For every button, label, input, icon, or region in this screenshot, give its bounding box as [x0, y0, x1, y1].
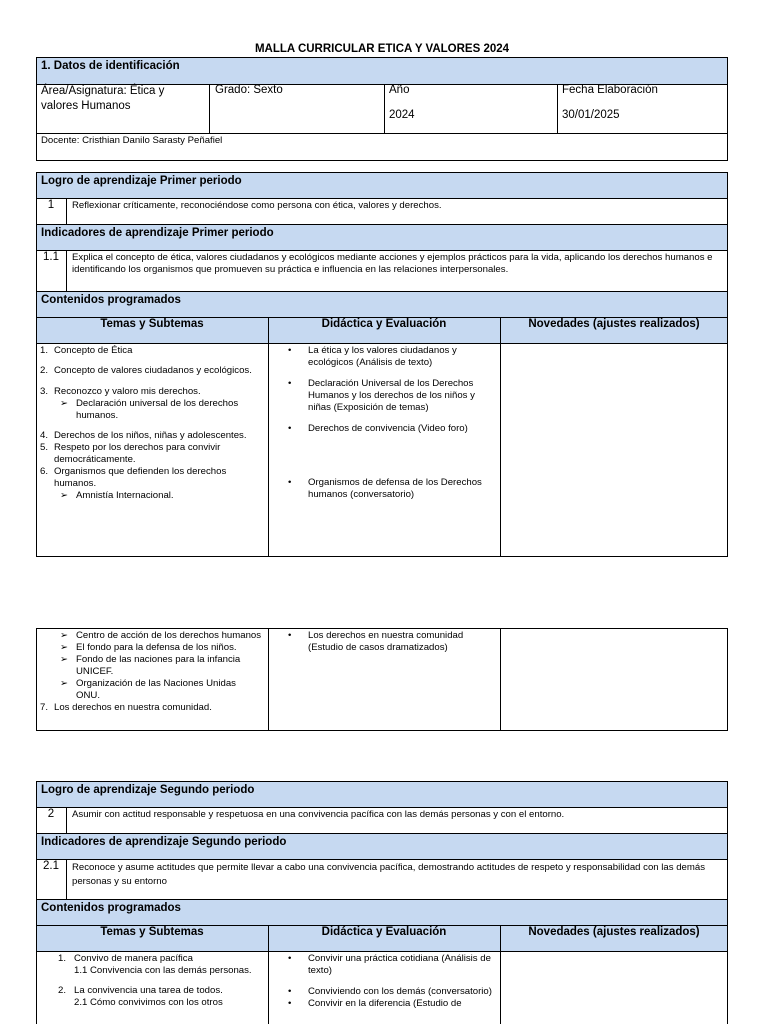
- col-novedades-p2: Novedades (ajustes realizados): [528, 926, 700, 938]
- list-item: ➢ Fondo de las naciones para la infancia UNICEF.: [60, 654, 241, 677]
- list-item: 1. Concepto de Ética: [40, 345, 133, 356]
- list-item: 2. La convivencia una tarea de todos.: [58, 985, 223, 996]
- logro-p2-text: Asumir con actitud responsable y respetuosa en una convivencia pacífica con las demás personas y con el entorno.: [72, 809, 565, 820]
- didactica-list-continuation: [268, 630, 498, 654]
- fecha-label: Fecha Elaboración: [562, 84, 658, 96]
- indicadores-p2-header: Indicadores de aprendizaje Segundo periodo: [36, 833, 728, 860]
- list-item: • Conviviendo con los demás (conversatorio): [288, 986, 492, 997]
- col-didactica-p2: Didáctica y Evaluación: [321, 926, 447, 938]
- list-item: 2.1 Cómo convivimos con los otros: [74, 997, 223, 1008]
- indicador-p2-text: Reconoce y asume actitudes que permite llevar a cabo una convivencia pacífica, demostrando actitudes de respeto y responsabilidad con las demás personas y su entorno: [72, 862, 706, 887]
- col-temas-p1: Temas y Subtemas: [100, 318, 204, 330]
- list-item: 5. Respeto por los derechos para convivir democráticamente.: [40, 442, 221, 465]
- logro-p1-header: Logro de aprendizaje Primer periodo: [36, 172, 728, 199]
- didactica-list-p1: [268, 345, 498, 501]
- list-item: 4. Derechos de los niños, niñas y adolescentes.: [40, 430, 247, 441]
- list-item: 7. Los derechos en nuestra comunidad.: [40, 702, 212, 713]
- list-item: ➢ El fondo para la defensa de los niños.: [60, 642, 237, 653]
- list-item: 1. Convivo de manera pacífica: [58, 953, 193, 964]
- anio-value: 2024: [389, 109, 415, 121]
- temas-list-continuation: [36, 630, 262, 714]
- list-item: • Convivir en la diferencia (Estudio de: [288, 998, 462, 1009]
- indicador-p2-number: 2.1: [43, 860, 59, 872]
- contenidos-p1-header: Contenidos programados: [36, 291, 728, 318]
- list-item: • Convivir una práctica cotidiana (Análisis de texto): [288, 953, 491, 976]
- logro-p2-number: 2: [47, 808, 55, 820]
- list-item: ➢ Centro de acción de los derechos humanos: [60, 630, 262, 641]
- indicador-p1-number: 1.1: [43, 251, 59, 263]
- indicadores-p1-header: Indicadores de aprendizaje Primer periodo: [36, 224, 728, 251]
- document-title: MALLA CURRICULAR ETICA Y VALORES 2024: [254, 43, 510, 55]
- list-item: 1.1 Convivencia con las demás personas.: [74, 965, 252, 976]
- list-item: • La ética y los valores ciudadanos y ecológicos (Análisis de texto): [288, 345, 457, 368]
- area-asignatura: Área/Asignatura: Ética y valores Humanos: [41, 85, 165, 112]
- temas-list-p2: [36, 953, 262, 1009]
- anio-label: Año: [389, 84, 410, 96]
- fecha-value: 30/01/2025: [562, 109, 620, 121]
- logro-p1-number: 1: [47, 199, 55, 211]
- identification-header: 1. Datos de identificación: [36, 57, 728, 85]
- list-item: 2. Concepto de valores ciudadanos y ecológicos.: [40, 365, 252, 376]
- indicador-p1-text: Explica el concepto de ética, valores ciudadanos y ecológicos mediante acciones y ejemplos prácticos para la vida, aplicando los derechos humanos e identificando los organismos que promueven su práctica e influencia en las relaciones interpersonales.: [72, 252, 713, 275]
- col-temas-p2: Temas y Subtemas: [100, 926, 204, 938]
- list-item: • Declaración Universal de los Derechos Humanos y los derechos de los niños y niñas (Exposición de temas): [288, 378, 475, 413]
- list-item: 6. Organismos que defienden los derechos humanos.: [40, 466, 227, 489]
- logro-p2-header: Logro de aprendizaje Segundo periodo: [36, 781, 728, 808]
- grado: Grado: Sexto: [215, 84, 283, 96]
- temas-list-p1: [36, 345, 262, 502]
- list-item: 3. Reconozco y valoro mis derechos.: [40, 386, 201, 397]
- col-didactica-p1: Didáctica y Evaluación: [321, 318, 447, 330]
- contenidos-p2-header: Contenidos programados: [36, 899, 728, 926]
- col-novedades-p1: Novedades (ajustes realizados): [528, 318, 700, 330]
- list-item: ➢ Organización de las Naciones Unidas ONU.: [60, 678, 236, 701]
- list-item: • Derechos de convivencia (Video foro): [288, 423, 468, 434]
- list-item: • Organismos de defensa de los Derechos humanos (conversatorio): [288, 477, 482, 500]
- list-item: ➢ Declaración universal de los derechos humanos.: [60, 398, 239, 421]
- list-item: ➢ Amnistía Internacional.: [60, 490, 174, 501]
- docente: Docente: Cristhian Danilo Sarasty Peñafiel: [41, 135, 223, 146]
- logro-p1-text: Reflexionar críticamente, reconociéndose como persona con ética, valores y derechos.: [72, 200, 442, 211]
- didactica-list-p2: [268, 953, 498, 1010]
- list-item: • Los derechos en nuestra comunidad (Estudio de casos dramatizados): [288, 630, 464, 653]
